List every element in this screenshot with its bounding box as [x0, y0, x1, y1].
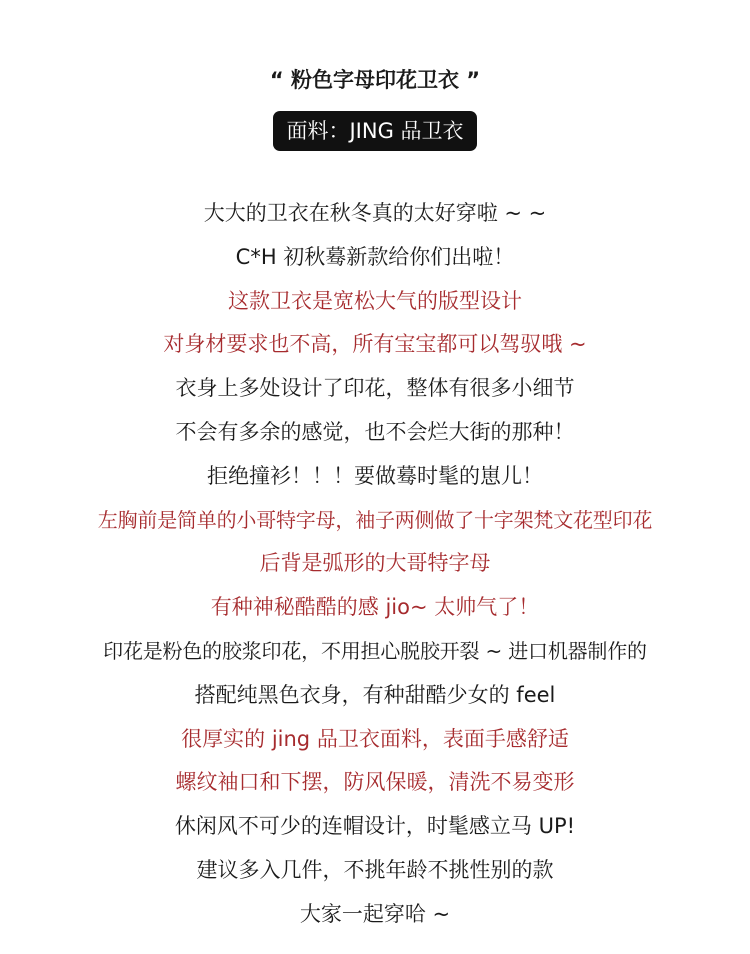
- description-line: 搭配纯黑色衣身，有种甜酷少女的 feel: [194, 682, 556, 707]
- description-line-highlight: 有种神秘酷酷的感 jio~ 太帅气了！: [210, 595, 540, 620]
- description-line: 拒绝撞衫！！！要做蓦时髦的崽儿！: [207, 463, 543, 488]
- description-line: 休闲风不可少的连帽设计，时髦感立马 UP!: [174, 814, 576, 839]
- description-line: 建议多入几件，不挑年龄不挑性别的款: [196, 857, 554, 882]
- description-line: 不会有多余的感觉，也不会烂大街的那种！: [175, 419, 575, 444]
- fabric-badge-container: [0, 111, 750, 151]
- fabric-badge: 面料：JING 品卫衣: [273, 111, 476, 151]
- description-line-highlight: 这款卫衣是宽松大气的版型设计: [228, 288, 522, 313]
- description-line-highlight: 对身材要求也不高，所有宝宝都可以驾驭哦 ~: [163, 332, 587, 357]
- description-line: 印花是粉色的胶浆印花，不用担心脱胶开裂 ~ 进口机器制作的: [103, 638, 647, 663]
- description-line: 衣身上多处设计了印花，整体有很多小细节: [175, 376, 575, 401]
- description-list: [0, 192, 750, 937]
- description-line: 大家一起穿哈 ~: [299, 901, 451, 926]
- description-line: 大大的卫衣在秋冬真的太好穿啦 ~ ~: [203, 201, 547, 225]
- description-line-highlight: 螺纹袖口和下摆，防风保暖，清洗不易变形: [175, 770, 575, 795]
- description-line-highlight: 很厚实的 jing 品卫衣面料，表面手感舒适: [181, 726, 569, 751]
- description-line-highlight: 左胸前是简单的小哥特字母，袖子两侧做了十字架梵文花型印花: [97, 507, 653, 532]
- description-line: C*H 初秋蓦新款给你们出啦！: [235, 244, 515, 269]
- page-title: “ 粉色字母印花卫衣 ”: [269, 68, 481, 92]
- description-line-highlight: 后背是弧形的大哥特字母: [259, 551, 491, 576]
